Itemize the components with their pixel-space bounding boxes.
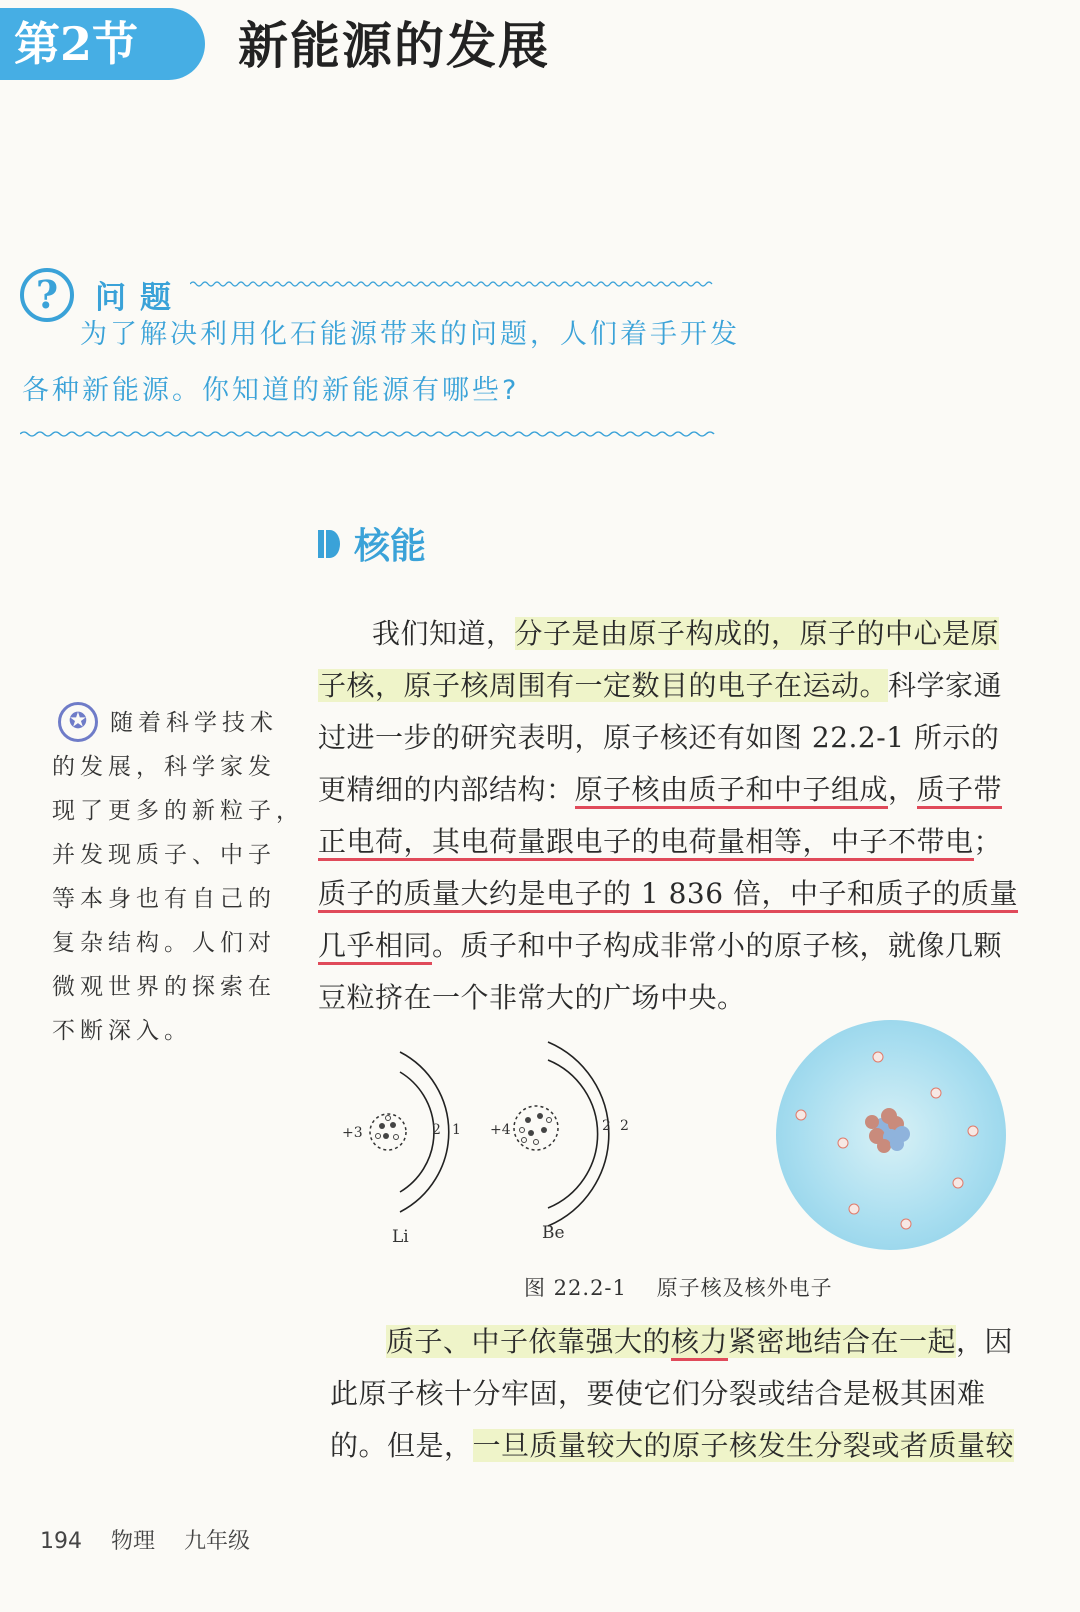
body-p1-line-7-part-2: 。质子和中子构成非常小的原子核，就像几颗 — [432, 929, 1003, 962]
figure-caption-text: 原子核及核外电子 — [656, 1276, 833, 1300]
body-p1-line-4-part-3: ， — [888, 773, 917, 806]
body-p1-line-3 — [318, 716, 999, 756]
be-label: Be — [542, 1223, 565, 1243]
body-p1-line-2-part-2: 科学家通 — [888, 669, 1003, 702]
body-p1-line-5-part-1: 正电荷，其电荷量跟电子的电荷量相等，中子不带电 — [318, 825, 974, 861]
body-p1-line-7-part-1: 几乎相同 — [318, 929, 432, 965]
body-p1-line-8-part-1: 豆粒挤在一个非常大的广场中央。 — [318, 981, 746, 1014]
body-p1-line-2 — [318, 664, 1002, 704]
page-number: 194 — [40, 1529, 82, 1554]
question-line-1: 为了解决利用化石能源带来的问题，人们着手开发 — [80, 319, 740, 350]
body-p1-line-8 — [318, 976, 746, 1016]
body-p2-line-1-part-3: 紧密地结合在一起 — [728, 1325, 957, 1358]
li-shell-1-count: 2 — [432, 1122, 441, 1138]
body-p2-line-2-part-1: 此原子核十分牢固，要使它们分裂或结合是极其困难 — [330, 1377, 986, 1410]
section-title: 新能源的发展 — [238, 16, 550, 75]
li-shell-2-count: 1 — [452, 1122, 461, 1138]
body-p1-line-6-part-1: 质子的质量大约是电子的 1 836 倍，中子和质子的质量 — [318, 877, 1018, 913]
sidenote-line-8: 不断深入。 — [52, 1018, 192, 1044]
body-p1-line-1-part-1: 我们知道， — [372, 617, 515, 650]
body-p1-line-1-part-2: 分子是由原子构成的，原子的中心是原 — [514, 617, 1000, 650]
body-p2-line-3-part-2: 一旦质量较大的原子核发生分裂或者质量较 — [472, 1429, 1015, 1462]
figure-caption-number: 图 22.2-1 — [524, 1276, 627, 1300]
body-p2-line-1-part-2: 核力 — [671, 1325, 728, 1361]
li-charge-label: +3 — [342, 1125, 363, 1141]
body-p2-line-2 — [330, 1372, 986, 1412]
body-p2-line-3-part-1: 的。但是， — [330, 1429, 473, 1462]
figure-caption — [524, 1272, 833, 1302]
sidenote-line-6: 复杂结构。人们对 — [52, 930, 276, 956]
atom-badge-icon: ✪ — [58, 702, 98, 742]
question-line-2: 各种新能源。你知道的新能源有哪些? — [22, 375, 520, 406]
sidenote-line-3: 现了更多的新粒子， — [52, 798, 304, 824]
body-p1-line-4-part-1: 更精细的内部结构： — [318, 773, 575, 806]
body-p1-line-1 — [372, 612, 999, 652]
li-atom-diagram — [342, 1052, 461, 1247]
section-number-tab: 第2节 — [0, 8, 205, 80]
subsection-marker-icon — [318, 530, 340, 558]
body-p2-line-1-part-4: ，因 — [956, 1325, 1014, 1358]
body-p1-line-4-part-2: 原子核由质子和中子组成 — [575, 773, 889, 809]
sidenote-line-1: 随着科学技术 — [110, 710, 278, 736]
nucleus-cluster — [865, 1108, 910, 1153]
sidenote-line-4: 并发现质子、中子 — [52, 842, 276, 868]
body-p1-line-7 — [318, 924, 1002, 964]
atom-structure-diagram — [330, 1030, 670, 1260]
be-charge-label: +4 — [490, 1122, 511, 1138]
question-label: 问题 — [95, 280, 185, 316]
li-label: Li — [392, 1227, 409, 1247]
body-p2-line-1-part-1: 质子、中子依靠强大的 — [386, 1325, 672, 1358]
subject-label: 物理 — [111, 1529, 156, 1554]
question-bottom-wavy-rule — [20, 430, 718, 438]
be-shell-1-count: 2 — [602, 1118, 611, 1134]
question-top-wavy-rule — [190, 280, 715, 288]
body-p1-line-5-part-2: ； — [973, 825, 1003, 858]
be-atom-diagram — [490, 1042, 629, 1243]
sidenote-line-2: 的发展，科学家发 — [52, 754, 276, 780]
atom-illustration — [776, 1020, 1006, 1250]
body-p1-line-6 — [318, 872, 1018, 912]
be-shell-2-count: 2 — [620, 1118, 629, 1134]
body-p1-line-3-part-1: 过进一步的研究表明，原子核还有如图 22.2-1 所示的 — [318, 721, 1000, 754]
body-p1-line-2-part-1: 子核，原子核周围有一定数目的电子在运动。 — [318, 669, 889, 702]
body-p1-line-4 — [318, 768, 1002, 808]
subsection-title: 核能 — [354, 526, 427, 567]
grade-label: 九年级 — [184, 1529, 251, 1554]
question-mark-icon: ? — [20, 268, 74, 322]
sidenote-line-5: 等本身也有自己的 — [52, 886, 276, 912]
body-p2-line-1 — [386, 1320, 1013, 1360]
page-footer — [40, 1524, 272, 1555]
sidenote-line-7: 微观世界的探索在 — [52, 974, 276, 1000]
body-p1-line-4-part-4: 质子带 — [917, 773, 1003, 809]
body-p1-line-5 — [318, 820, 1002, 860]
body-p2-line-3 — [330, 1424, 1014, 1464]
